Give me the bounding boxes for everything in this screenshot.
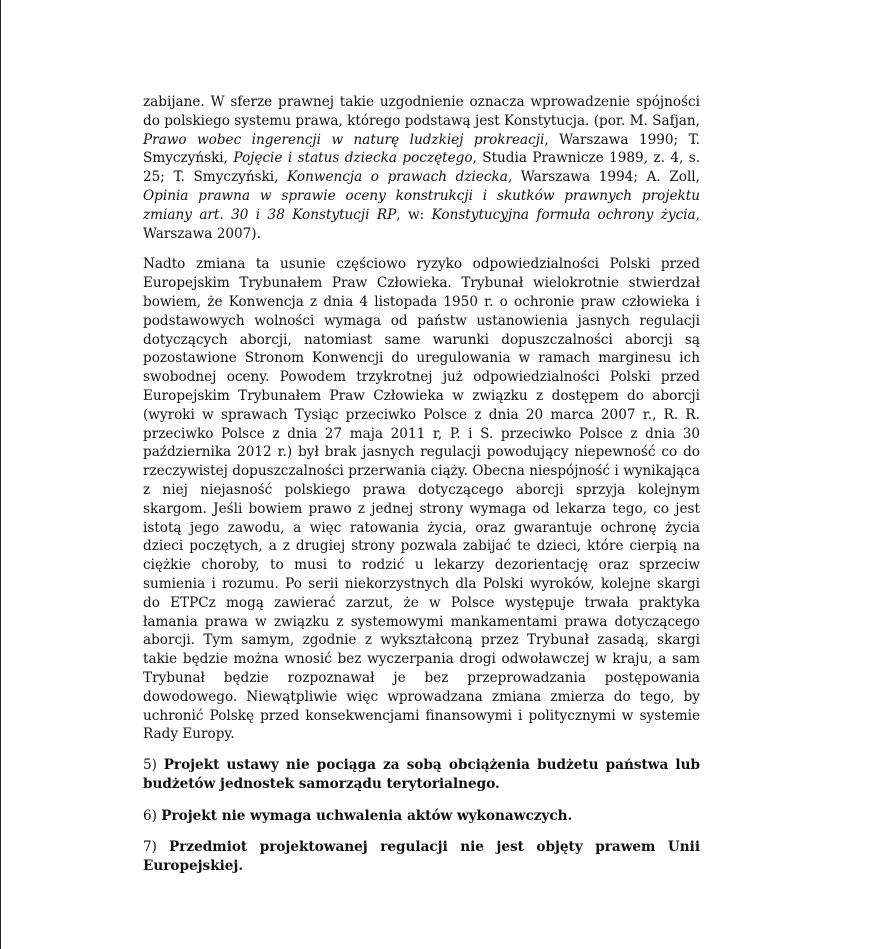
point-5-text: Projekt ustawy nie pociąga za sobą obciążenia budżetu państwa lub budżetów jednostek samorządu terytorialnego. bbox=[143, 757, 700, 792]
paragraph-citations bbox=[143, 93, 700, 243]
citation-title-zoll: Opinia prawna w sprawie oceny konstrukcji i skutków prawnych projektu zmiany art. 30 i 38 Konstytucji RP bbox=[143, 187, 700, 223]
citation-title-smyczynski-2: Konwencja o prawach dziecka bbox=[287, 169, 508, 186]
citation-title-safjan: Prawo wobec ingerencji w naturę ludzkiej prokreacji bbox=[143, 131, 545, 148]
point-6-number: 6) bbox=[143, 807, 162, 824]
point-7-number: 7) bbox=[143, 839, 170, 856]
paragraph-citations-seg: , Warszawa 1994; A. Zoll, bbox=[507, 169, 700, 186]
paragraph-citations-seg: , Warszawa 1990; T. Smyczyński, bbox=[143, 131, 700, 167]
point-5 bbox=[143, 756, 700, 794]
point-7-text: Przedmiot projektowanej regulacji nie jest objęty prawem Unii Europejskiej. bbox=[143, 839, 701, 875]
paragraph-citations-seg: , Studia Prawnicze 1989, z. 4, s. 25; T. Smyczyński, bbox=[143, 150, 701, 186]
document-body bbox=[143, 93, 700, 889]
paragraph-citations-seg: , Warszawa 2007). bbox=[143, 206, 700, 242]
point-5-number: 5) bbox=[143, 757, 164, 774]
citation-title-konstytucyjna: Konstytucyjna formuła ochrony życia bbox=[431, 206, 696, 223]
point-6-text: Projekt nie wymaga uchwalenia aktów wykonawczych. bbox=[161, 807, 573, 824]
paragraph-echr: Nadto zmiana ta usunie częściowo ryzyko odpowiedzialności Polski przed Europejskim Trybunałem Praw Człowieka. Trybunał wielokrotnie stwierdzał bowiem, że Konwencja z dnia 4 listopada 1950 r. o ochronie praw człowieka i podstawowych wolności wymaga od państw ustanowienia jasnych regulacji dotyczących aborcji, natomiast same warunki dopuszczalności aborcji są pozostawione Stronom Konwencji do uregulowania w ramach marginesu ich swobodnej oceny. Powodem trzykrotnej już odpowiedzialności Polski przed Europejskim Trybunałem Praw Człowieka w związku z dostępem do aborcji (wyroki w sprawach Tysiąc przeciwko Polsce z dnia 20 marca 2007 r., R. R. przeciwko Polsce z dnia 27 maja 2011 r, P. i S. przeciwko Polsce z dnia 30 października 2012 r.) był brak jasnych regulacji powodujący niepewność co do rzeczywistej dopuszczalności przerwania ciąży. Obecna niespójność i wynikająca z niej niejasność polskiego prawa dotyczącego aborcji sprzyja kolejnym skargom. Jeśli bowiem prawo z jednej strony wymaga od lekarza tego, co jest istotą jego zawodu, a więc ratowania życia, oraz gwarantuje ochronę życia dzieci poczętych, a z drugiej strony pozwala zabijać te dzieci, które cierpią na ciężkie choroby, to musi to rodzić u lekarzy dezorientację oraz sprzeciw sumienia i rozumu. Po serii niekorzystnych dla Polski wyroków, kolejne skargi do ETPCz mogą zawierać zarzut, że w Polsce występuje trwała praktyka łamania prawa w związku z systemowymi mankamentami prawa dotyczącego aborcji. Tym samym, zgodnie z wykształconą przez Trybunał zasadą, skargi takie będzie można wnosić bez wyczerpania drogi odwoławczej w kraju, a sam Trybunał będzie rozpoznawał je bez przeprowadzania postępowania dowodowego. Niewątpliwie więc wprowadzana zmiana zmierza do tego, by uchronić Polskę przed konsekwencjami finansowymi i politycznymi w systemie Rady Europy. bbox=[143, 256, 700, 743]
point-6 bbox=[143, 807, 700, 826]
paragraph-citations-seg: , w: bbox=[396, 206, 432, 223]
citation-title-smyczynski-1: Pojęcie i status dziecka poczętego bbox=[233, 150, 473, 167]
point-7 bbox=[143, 838, 700, 876]
page-left-border bbox=[0, 0, 1, 949]
paragraph-citations-seg: zabijane. W sferze prawnej takie uzgodnienie oznacza wprowadzenie spójności do polskiego systemu prawa, którego podstawą jest Konstytucja. (por. M. Safjan, bbox=[143, 94, 700, 129]
